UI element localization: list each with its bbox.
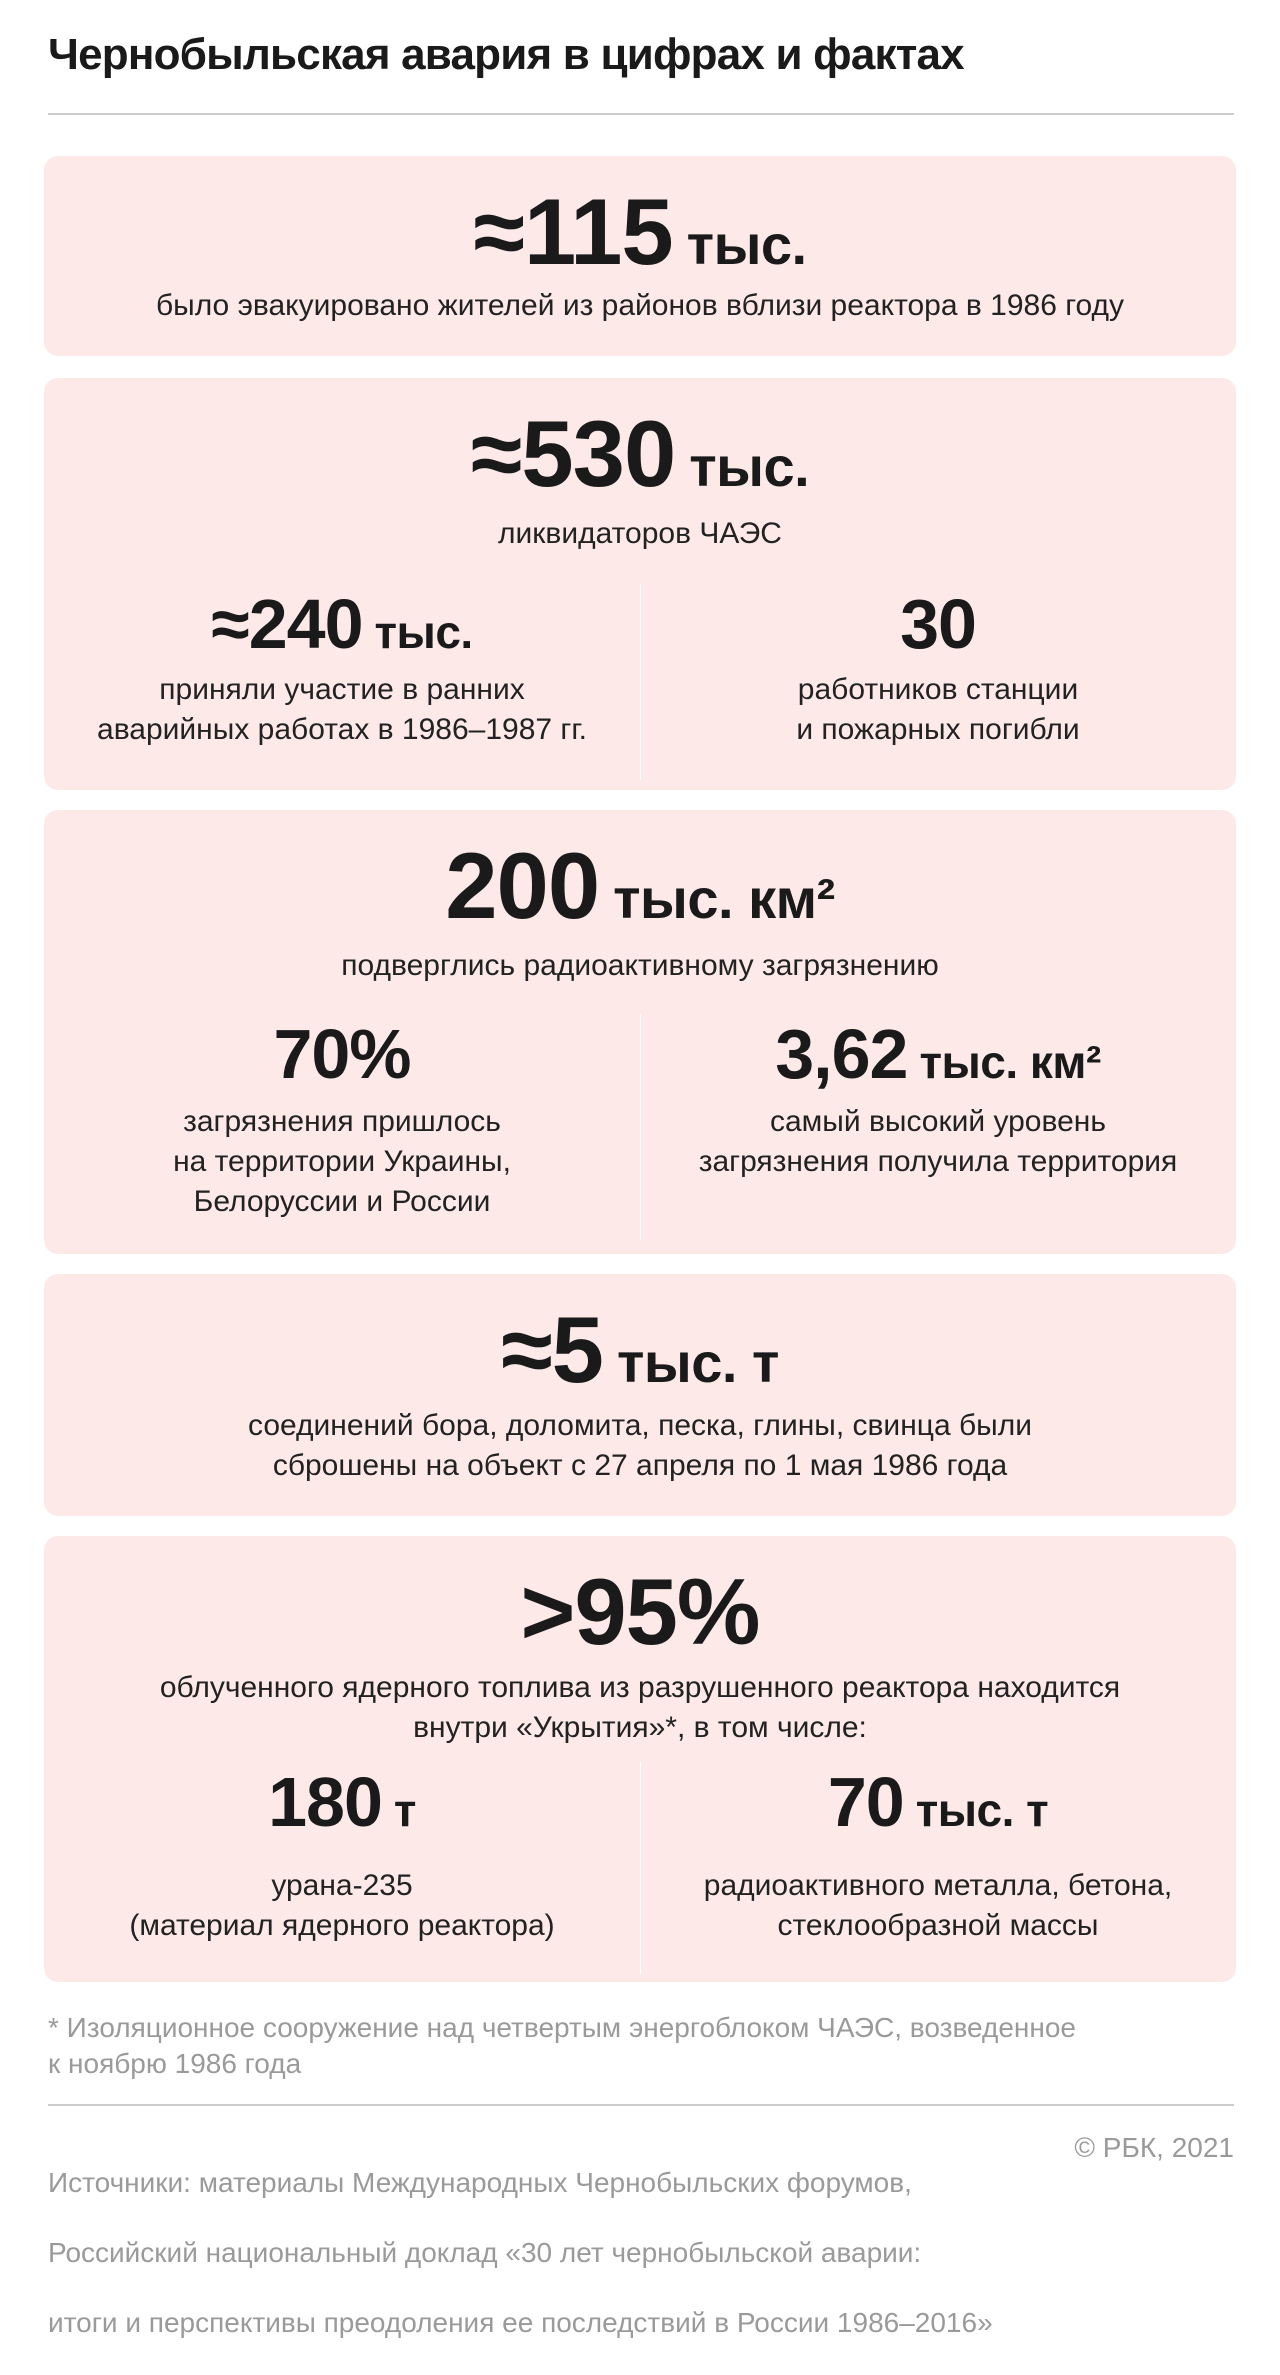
substat-heading bbox=[640, 1014, 1236, 1094]
stat-unit: тыс. км² bbox=[613, 867, 835, 930]
stat-unit: тыс. bbox=[689, 435, 810, 498]
stat-description: было эвакуировано жителей из районов вблизи реактора в 1986 году bbox=[155, 289, 1125, 322]
stat-value: ≈240 bbox=[211, 585, 363, 663]
uranium-stat bbox=[44, 1536, 640, 1982]
stat-unit: тыс. bbox=[374, 606, 473, 658]
desc-line: Белоруссии и России bbox=[193, 1185, 491, 1218]
substat-heading bbox=[640, 584, 1236, 664]
stat-value: 180 bbox=[268, 1763, 382, 1841]
substat-heading bbox=[640, 1762, 1236, 1842]
header-divider bbox=[48, 113, 1234, 115]
substat-heading bbox=[44, 1762, 640, 1842]
desc-line: загрязнения получила территория bbox=[698, 1145, 1178, 1178]
dropped-stat bbox=[44, 1296, 1236, 1404]
desc-line: работников станции bbox=[797, 673, 1079, 706]
stat-value: ≈115 bbox=[473, 179, 673, 284]
stat-value: 3,62 bbox=[775, 1015, 908, 1093]
stat-description bbox=[44, 670, 640, 750]
desc-line: (материал ядерного реактора) bbox=[129, 1909, 555, 1942]
stat-description bbox=[640, 670, 1236, 750]
stat-description bbox=[640, 1102, 1236, 1182]
sources-line: итоги и перспективы преодоления ее последствий в России 1986–2016» bbox=[48, 2307, 993, 2338]
stat-description bbox=[640, 1866, 1236, 1946]
stat-value: 70 bbox=[827, 1763, 904, 1841]
stat-value: 200 bbox=[445, 833, 600, 938]
desc-line: стеклообразной массы bbox=[777, 1909, 1099, 1942]
desc-line: облученного ядерного топлива из разрушенного реактора находится bbox=[159, 1671, 1121, 1704]
sources-line: Источники: материалы Международных Чернобыльских форумов, bbox=[48, 2167, 912, 2198]
stat-value: 70% bbox=[273, 1015, 411, 1093]
desc-line: на территории Украины, bbox=[173, 1145, 511, 1178]
stat-description bbox=[44, 1102, 640, 1222]
stat-description bbox=[44, 1866, 640, 1946]
radioactive-mass-stat bbox=[640, 1536, 1236, 1982]
stat-unit: тыс. т bbox=[915, 1784, 1049, 1836]
desc-line: урана-235 bbox=[271, 1869, 413, 1902]
card-contamination bbox=[44, 810, 1236, 1254]
desc-line: и пожарных погибли bbox=[796, 713, 1080, 746]
footer-divider bbox=[48, 2104, 1234, 2106]
stat-unit: тыс. bbox=[686, 213, 807, 276]
stat-description: ликвидаторов ЧАЭС bbox=[498, 517, 782, 550]
stat-unit: т bbox=[393, 1784, 416, 1836]
card-evacuated bbox=[44, 156, 1236, 356]
stat-value: >95% bbox=[520, 1559, 760, 1664]
stat-value: ≈530 bbox=[470, 401, 676, 506]
page-title: Чернобыльская авария в цифрах и фактах bbox=[48, 30, 964, 79]
desc-line: сброшены на объект с 27 апреля по 1 мая 1986 года bbox=[272, 1449, 1008, 1482]
early-works-stat bbox=[44, 378, 640, 790]
deaths-stat bbox=[640, 378, 1236, 790]
card-dropped-materials bbox=[44, 1274, 1236, 1516]
evacuated-stat bbox=[44, 178, 1236, 286]
desc-line: соединений бора, доломита, песка, глины, свинца были bbox=[248, 1409, 1032, 1442]
footnote-line: к ноябрю 1986 года bbox=[48, 2048, 302, 2079]
sources-line: Российский национальный доклад «30 лет чернобыльской аварии: bbox=[48, 2237, 922, 2268]
substat-heading bbox=[44, 584, 640, 664]
desc-line: внутри «Укрытия»*, в том числе: bbox=[413, 1711, 867, 1744]
stat-description bbox=[44, 1406, 1236, 1486]
stat-description: подверглись радиоактивному загрязнению bbox=[341, 949, 939, 982]
stat-value: ≈5 bbox=[501, 1297, 603, 1402]
desc-line: приняли участие в ранних bbox=[159, 673, 525, 706]
desc-line: аварийных работах в 1986–1987 гг. bbox=[97, 713, 587, 746]
stat-unit: тыс. т bbox=[616, 1331, 779, 1394]
desc-line: радиоактивного металла, бетона, bbox=[703, 1869, 1173, 1902]
substat-heading bbox=[44, 1014, 640, 1094]
desc-line: загрязнения пришлось bbox=[183, 1105, 501, 1138]
highest-level-stat bbox=[640, 810, 1236, 1254]
footnote-line: * Изоляционное сооружение над четвертым энергоблоком ЧАЭС, возведенное bbox=[48, 2012, 1076, 2043]
card-fuel bbox=[44, 1536, 1236, 1982]
stat-value: 30 bbox=[900, 585, 976, 663]
sources bbox=[48, 2130, 1088, 2375]
footnote bbox=[48, 2010, 1238, 2082]
copyright: © РБК, 2021 bbox=[1074, 2132, 1234, 2163]
desc-line: самый высокий уровень bbox=[770, 1105, 1106, 1138]
share-stat bbox=[44, 810, 640, 1254]
stat-unit: тыс. км² bbox=[919, 1036, 1101, 1088]
card-liquidators bbox=[44, 378, 1236, 790]
